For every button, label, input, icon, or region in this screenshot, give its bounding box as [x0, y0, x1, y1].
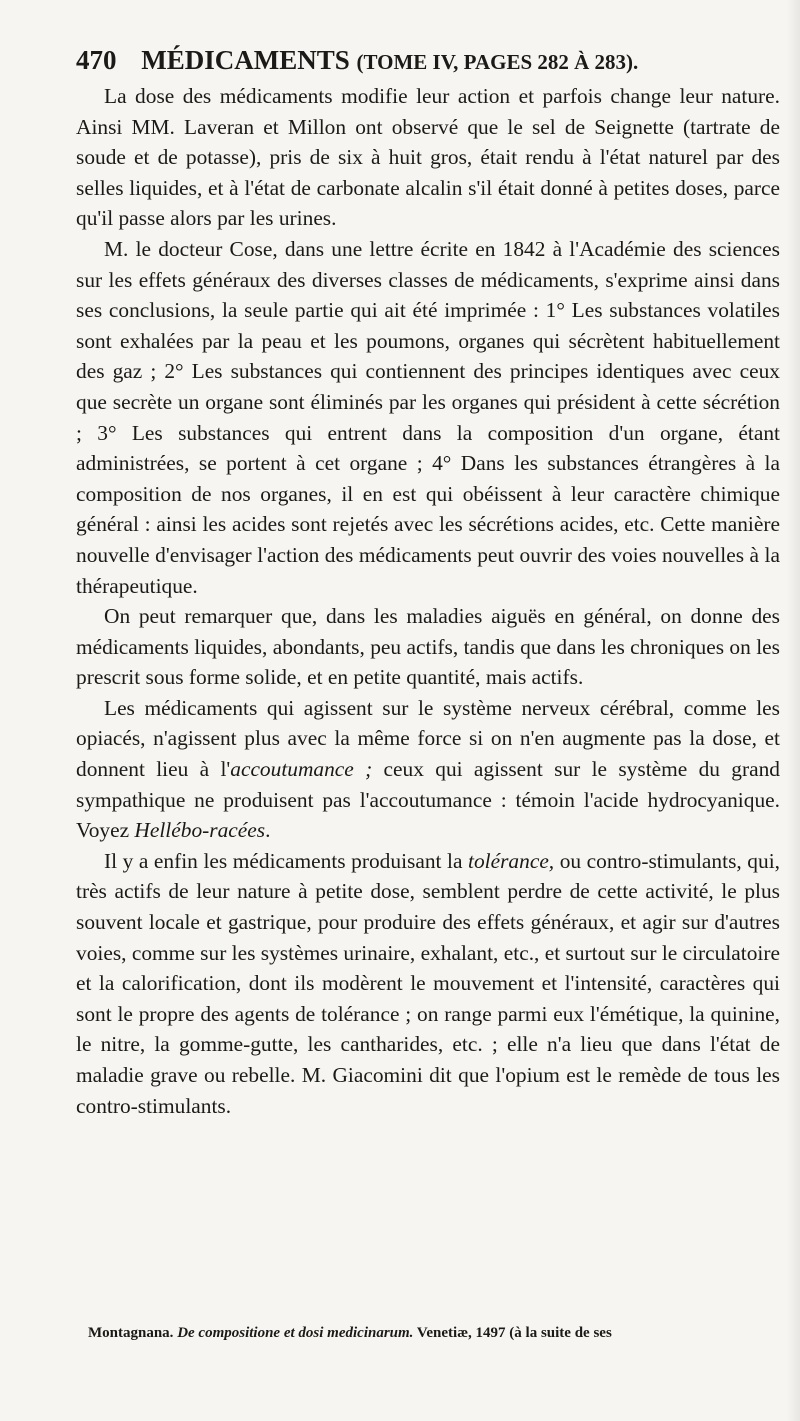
paragraph-text: Il y a enfin les médicaments produisant la: [104, 848, 469, 873]
italic-term-helleboracees: Hellébo-racées: [134, 818, 266, 843]
header-title: MÉDICAMENTS: [141, 45, 350, 75]
paragraph-2: [76, 234, 780, 601]
paragraph-5: [76, 846, 780, 1121]
paragraph-text: On peut remarquer que, dans les maladies aiguës en général, on donne des médicaments liquides, abondants, peu actifs, tandis que dans les chroniques on les prescrit sous forme solide, et en petite quantité, mais actifs.: [76, 604, 780, 690]
paragraph-3: [76, 601, 780, 693]
paragraph-4: [76, 693, 780, 846]
page-number: 470: [76, 45, 117, 75]
paragraph-text: Les médicaments qui agissent sur le système nerveux cérébral, comme les opiacés, n'agissent plus avec la même force si on n'en augmente pas la dose, et donnent lieu à l': [76, 695, 780, 782]
italic-term-accoutumance: accoutumance ;: [230, 757, 373, 782]
footnote-work-title: De compositione et dosi medicinarum.: [177, 1325, 414, 1341]
running-header: [76, 40, 780, 80]
paragraph-1: [76, 81, 780, 234]
page-edge-shadow: [786, 0, 800, 1421]
paragraph-text: .: [265, 818, 271, 843]
italic-term-tolerance: tolérance,: [468, 848, 555, 873]
body-text: [76, 81, 780, 1121]
paragraph-text: M. le docteur Cose, dans une lettre écrite en 1842 à l'Académie des sciences sur les effets généraux des diverses classes de médicaments, s'exprime ainsi dans ses conclusions, la seule partie qui ait été imprimée : 1° Les substances volatiles sont exhalées par la peau et les poumons, organes qui sécrètent habituellement des gaz ; 2° Les substances qui contiennent des principes identiques avec ceux que secrète un organe sont éliminés par les organes qui président à cette sécrétion ; 3° Les substances qui entrent dans la composition d'un organe, étant administrées, se portent à cet organe ; 4° Dans les substances étrangères à la composition de nos organes, il en est qui obéissent à leur caractère chimique général : ainsi les acides sont rejetés avec les sécrétions acides, etc. Cette manière nouvelle d'envisager l'action des médicaments peut ouvrir des voies nouvelles à la thérapeutique.: [76, 236, 780, 598]
footnote-imprint: Venetiæ, 1497 (à la suite de ses: [416, 1325, 612, 1341]
paragraph-text: ceux qui agissent sur le système du grand sympathique ne produisent pas l'accoutumance : témoin l'acide hydrocyanique. Voyez: [76, 757, 781, 843]
paragraph-text: ou contro-stimulants, qui, très actifs de leur nature à petite dose, semblent perdre de cette activité, le plus souvent locale et gastrique, pour produire des effets généraux, et agir sur d'autres voies, comme sur les systèmes urinaire, exhalant, etc., et surtout sur le circulatoire et la calorification, dont ils modèrent le mouvement et l'intensité, caractères qui sont le propre des agents de tolérance ; on range parmi eux l'émétique, la quinine, le nitre, la gomme-gutte, les cantharides, etc. ; elle n'a lieu que dans l'état de maladie grave ou rebelle. M. Giacomini dit que l'opium est le remède de tous les contro-stimulants.: [76, 848, 780, 1118]
footnote-author: Montagnana.: [88, 1325, 174, 1341]
footnote: [88, 1322, 780, 1344]
paragraph-text: La dose des médicaments modifie leur action et parfois change leur nature. Ainsi MM. Laveran et Millon ont observé que le sel de Seignette (tartrate de soude et de potasse), pris de six à huit gros, était rendu à l'état naturel par des selles liquides, et à l'état de carbonate alcalin s'il était donné à petites doses, parce qu'il passe alors par les urines.: [76, 84, 780, 231]
header-volume-ref: (TOME IV, PAGES 282 À 283).: [356, 50, 639, 74]
